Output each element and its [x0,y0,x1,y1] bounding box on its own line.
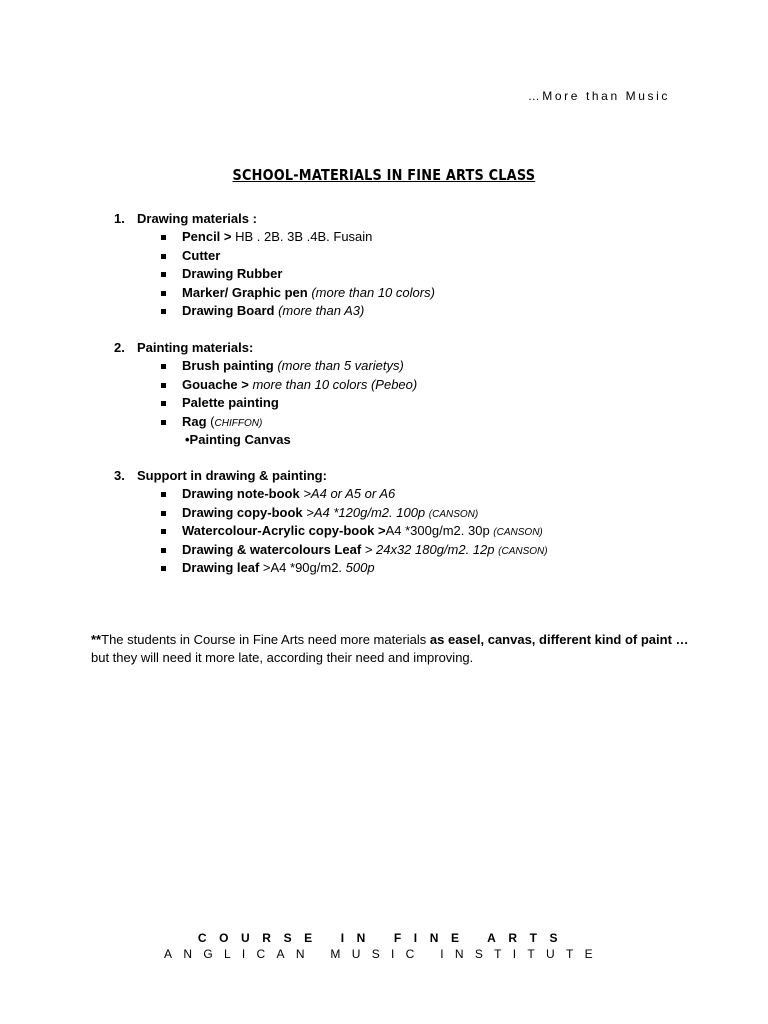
square-bullet-icon [161,235,166,240]
item-name: Drawing & watercolours Leaf [182,541,362,557]
item-list [114,357,417,431]
extra-item: •Painting Canvas [185,432,291,447]
note-text: The students in Course in Fine Arts need more materials [101,632,430,647]
square-bullet-icon [161,492,166,497]
square-bullet-icon [161,383,166,388]
item-name: Watercolour-Acrylic copy-book > [182,523,386,538]
footer-course-name: COURSE IN FINE ARTS [197,931,571,945]
square-bullet-icon [161,548,166,553]
item-detail: A4 *300g/m2. 30p [385,523,490,538]
square-bullet-icon [161,272,166,277]
item-name: Drawing Rubber [182,266,283,281]
item-tag: (CANSON) [428,508,479,520]
note-text-continued: but they will need it more late, according their need and improving. [91,650,474,665]
item-detail: >A4 *90g/m2. [259,560,346,575]
square-bullet-icon [161,309,166,314]
section-title: Support in drawing & painting: [137,468,327,483]
section-heading [114,339,417,357]
section-number: 2. [114,340,125,355]
item-tag: (CANSON) [498,545,548,557]
section-number: 1. [114,211,125,226]
square-bullet-icon [161,566,166,571]
item-name: Drawing Board [182,303,275,318]
section-heading [114,467,548,485]
list-item [114,504,548,523]
item-name: Palette painting [182,395,279,410]
list-item [114,247,435,266]
item-note: (more than 5 varietys) [277,358,404,373]
item-note: > 24x32 180g/m2. 12p [364,541,495,557]
item-note: (more than A3) [278,303,365,318]
square-bullet-icon [161,529,166,534]
item-list [114,228,435,321]
item-name: Drawing note-book [182,486,300,501]
list-item [114,413,417,432]
list-item [114,284,435,303]
list-item [114,376,417,395]
list-item [114,522,548,541]
note-emphasis: as easel, canvas, different kind of paint … [429,632,689,647]
section-drawing-materials [114,210,435,321]
footnote-paragraph [91,631,691,667]
item-name: Rag [182,413,207,429]
section-heading [114,210,435,228]
item-name: Cutter [182,247,221,263]
list-item [114,357,417,376]
section-support [114,467,548,578]
list-item [114,394,417,413]
list-item [114,228,435,247]
header-tagline: …More than Music [527,89,670,103]
footer-institute-name: ANGLICAN MUSIC INSTITUTE [164,947,604,961]
item-note: more than 10 colors (Pebeo) [252,376,418,392]
item-detail: ( [206,413,215,429]
item-note: 500p [345,560,375,575]
list-item [114,559,548,578]
item-name: Brush painting [182,358,274,373]
list-item [114,265,435,284]
section-title: Drawing materials : [137,211,257,226]
item-note: (more than 10 colors) [311,284,435,300]
square-bullet-icon [161,254,166,259]
list-item [114,485,548,504]
square-bullet-icon [161,420,166,425]
item-note: >A4 *120g/m2. 100p [306,504,426,520]
item-list [114,485,548,578]
list-item [114,302,435,321]
square-bullet-icon [161,401,166,406]
item-name: Gouache > [182,376,249,392]
item-tag: CHIFFON) [214,417,263,429]
note-prefix: ** [91,632,102,647]
square-bullet-icon [161,364,166,369]
item-detail: HB . 2B. 3B .4B. Fusain [231,229,373,244]
section-painting-materials [114,339,417,449]
item-tag: (CANSON) [493,527,543,538]
section-title: Painting materials: [137,340,254,355]
section-number: 3. [114,468,125,483]
item-name: Pencil > [182,229,232,244]
item-note: >A4 or A5 or A6 [303,486,396,501]
page-title: SCHOOL-MATERIALS IN FINE ARTS CLASS [232,166,536,184]
square-bullet-icon [161,291,166,296]
item-name: Marker/ Graphic pen [182,284,308,300]
item-name: Drawing leaf [182,560,260,575]
item-name: Drawing copy-book [182,504,303,520]
square-bullet-icon [161,511,166,516]
list-item [114,541,548,560]
